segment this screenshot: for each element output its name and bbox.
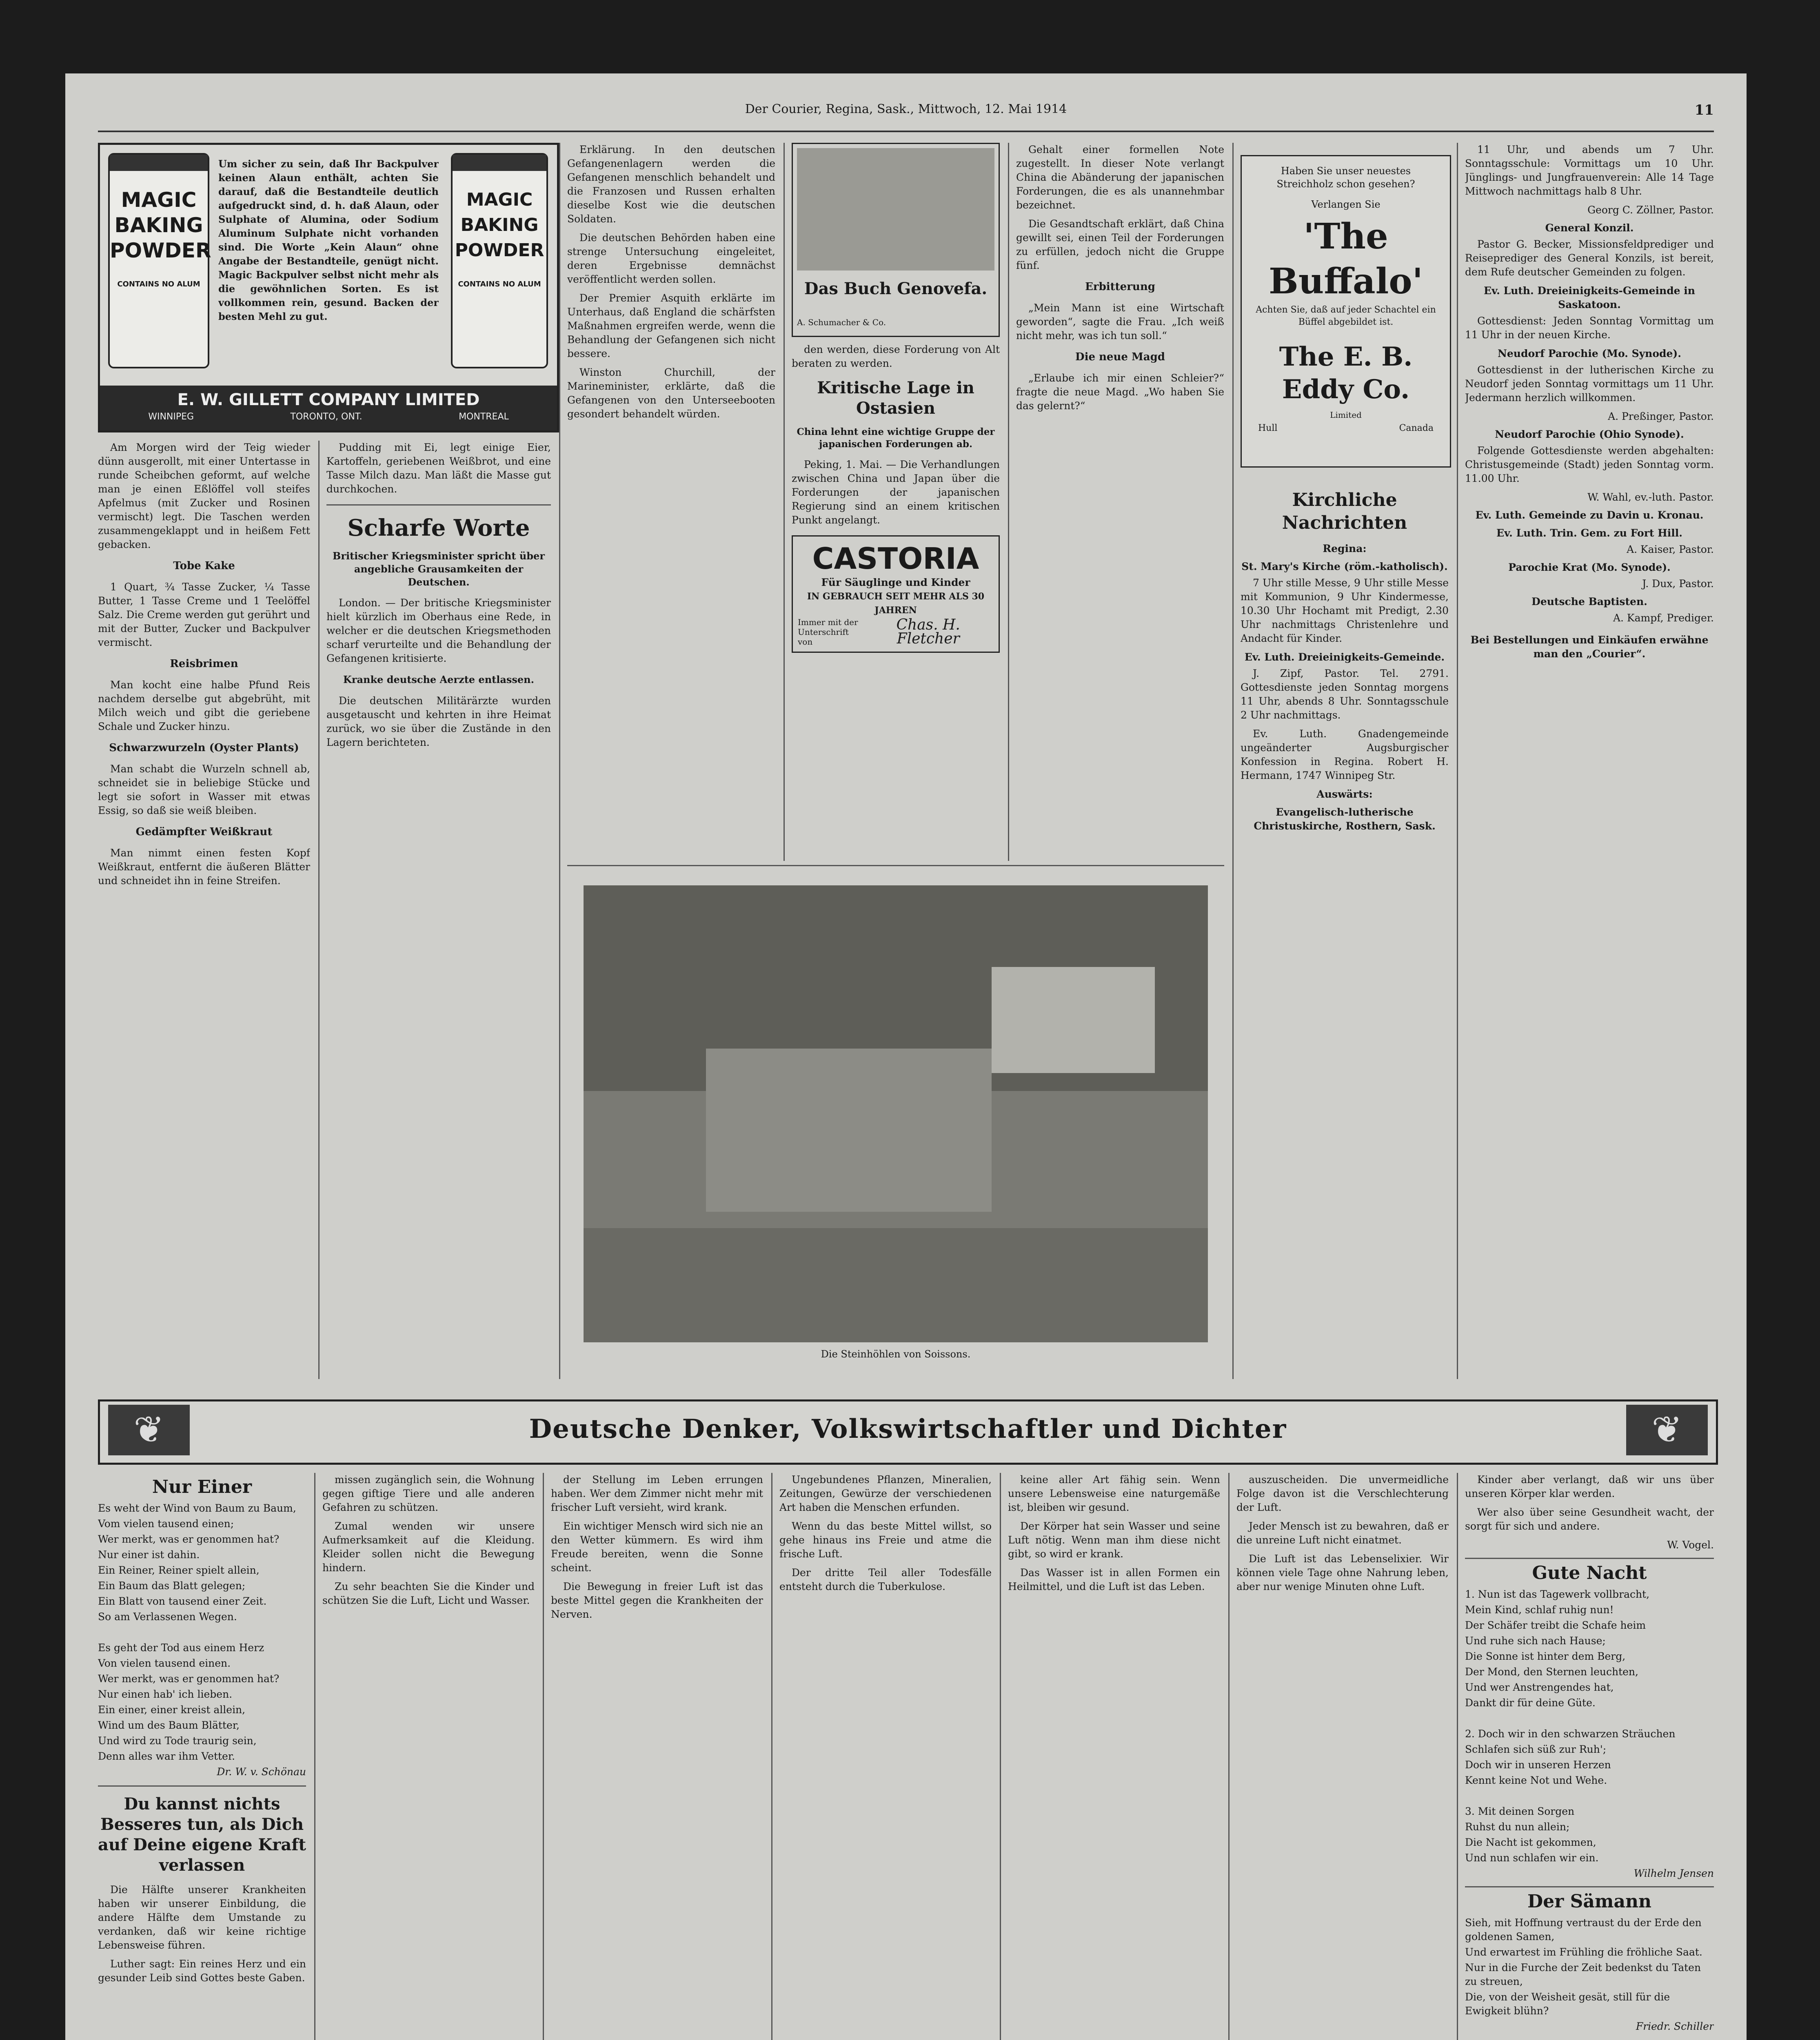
church2-text-1: 11 Uhr, und abends um 7 Uhr. Sonntagsschule: Vormittags um 10 Uhr. Jünglings- und Jungfrauenverein: Alle 14 Tage Mittwoch nachmittags halb 8 Uhr. xyxy=(1465,144,1714,197)
essay-column-4 xyxy=(779,1473,992,2040)
recipe-text-2: Man kocht eine halbe Pfund Reis nachdem derselbe gut abgebrüht, mit Milch weich und gibt die geriebene Schale und Zucker hinzu. xyxy=(98,679,310,732)
column-scharfe-worte xyxy=(326,441,551,1379)
genovefa-title: Das Buch Genovefa. xyxy=(804,279,988,298)
recipe-intro: Am Morgen wird der Teig wieder dünn ausgerollt, mit einer Untertasse in runde Scheibchen geformt, auf welche man je einen Eßlöffel voll steifes Apfelmus (mit Zucker und Rosinen vermischt) legt. Die Taschen werden zusammengeklappt und in heißem Fett gebacken. xyxy=(98,441,310,550)
col2-text-1: Pudding mit Ei, legt einige Eier, Kartoffeln, geriebenen Weißbrot, und eine Tasse Milch dazu. Man läßt die Masse gut durchkochen. xyxy=(326,441,551,495)
church-entry-1: 7 Uhr stille Messe, 9 Uhr stille Messe mit Kommunion, 9 Uhr Kindermesse, 10.30 Uhr Hochamt mit Predigt, 2.30 Uhr nachmittags Christenlehre und Andacht für Kinder. xyxy=(1241,577,1449,644)
church-notices-continued xyxy=(1465,143,1714,1379)
poem-line: Die Nacht ist gekommen, xyxy=(1465,1836,1596,1848)
essay5-text-2: Der Körper hat sein Wasser und seine Luft nötig. Wenn man ihm diese nicht gibt, so wird er krank. xyxy=(1008,1520,1220,1560)
church-notices xyxy=(1241,481,1449,1379)
essay2-text-3: Zu sehr beachten Sie die Kinder und schützen Sie die Luft, Licht und Wasser. xyxy=(322,1581,535,1606)
soissons-photo xyxy=(584,885,1208,1342)
poem-nur-einer-lines xyxy=(98,1501,306,1763)
castoria-ad xyxy=(792,535,1000,653)
church-headline: Kirchliche Nachrichten xyxy=(1282,490,1407,533)
column-japan xyxy=(1016,143,1224,861)
church2-signature-3: W. Wahl, ev.-luth. Pastor. xyxy=(1587,491,1714,503)
church2-text-4: Gottesdienst in der lutherischen Kirche zu Neudorf jeden Sonntag vormittags um 11 Uhr. Jedermann herzlich willkommen. xyxy=(1465,364,1714,404)
church2-text-2: Pastor G. Becker, Missionsfeldprediger und Reiseprediger des General Konzils, ist bereit, dem Rufe deutscher Gemeinden zu folgen. xyxy=(1465,238,1714,278)
baking-powder-can-left xyxy=(108,153,209,368)
church2-text-5: Folgende Gottesdienste werden abgehalten: Christusgemeinde (Stadt) jeden Sonntag vorm. 11.00 Uhr. xyxy=(1465,445,1714,484)
poem-saemann-author: Friedr. Schiller xyxy=(1636,2020,1714,2032)
recipe-heading-2: Reisbrimen xyxy=(170,658,238,670)
church-entry-3: Ev. Luth. Gnadengemeinde ungeänderter Augsburgischer Konfession in Regina. Robert H. Hermann, 1747 Winnipeg Str. xyxy=(1241,728,1449,781)
scharfe-worte-text: London. — Der britische Kriegsminister hielt kürzlich im Oberhaus eine Rede, in welcher er die deutschen Kriegsmethoden scharf verurteilte und die Behandlung der Gefangenen kritisierte. xyxy=(326,597,551,664)
poem-line xyxy=(1465,1712,1714,1725)
poem-line: Dankt dir für deine Güte. xyxy=(1465,1697,1596,1709)
essay4-text-1: Ungebundenes Pflanzen, Mineralien, Zeitungen, Gewürze der verschiedenen Art haben die Menschen erfunden. xyxy=(779,1474,992,1513)
buffalo-line-3: Achten Sie, daß auf jeder Schachtel ein Büffel abgebildet ist. xyxy=(1256,305,1436,327)
church-entry-4-heading: Evangelisch-lutherische Christuskirche, Rosthern, Sask. xyxy=(1254,806,1436,832)
church2-signature-1: Georg C. Zöllner, Pastor. xyxy=(1587,204,1714,216)
church2-heading-3: Neudorf Parochie (Mo. Synode). xyxy=(1498,348,1681,359)
essay3-text-3: Die Bewegung in freier Luft ist das beste Mittel gegen die Krankheiten der Nerven. xyxy=(551,1581,763,1620)
essay-column-6 xyxy=(1236,1473,1449,2040)
page-number: 11 xyxy=(1694,102,1714,118)
poem-line: Ruhst du nun allein; xyxy=(1465,1821,1570,1833)
can-left-line-1: MAGIC xyxy=(121,188,197,212)
col4-text-1: den werden, diese Forderung von Alt beraten zu werden. xyxy=(792,344,1000,369)
ornament-right-icon: ❦ xyxy=(1626,1405,1708,1455)
section-banner xyxy=(98,1399,1718,1465)
essay2-text-2: Zumal wenden wir unsere Aufmerksamkeit auf die Kleidung. Kleider sollen nicht die Bewegung hindern. xyxy=(322,1520,535,1574)
can-right-small: CONTAINS NO ALUM xyxy=(458,280,541,288)
buffalo-brand: 'The Buffalo' xyxy=(1269,216,1423,302)
col2-subheading: Kranke deutsche Aerzte entlassen. xyxy=(343,674,534,685)
column-gefangene xyxy=(567,143,775,861)
church2-signature-6: A. Kampf, Prediger. xyxy=(1613,612,1714,624)
castoria-sub3: Immer mit der Unterschrift von xyxy=(798,617,858,647)
essay6-text-2: Jeder Mensch ist zu bewahren, daß er die unreine Luft nicht einatmet. xyxy=(1236,1520,1449,1546)
poem-gute-nacht-author: Wilhelm Jensen xyxy=(1634,1867,1714,1879)
magic-baking-powder-ad xyxy=(98,143,559,432)
essay-column-5 xyxy=(1008,1473,1220,2040)
magic-ad-company: E. W. GILLETT COMPANY LIMITED xyxy=(177,390,480,409)
recipe-text-3: Man schabt die Wurzeln schnell ab, schneidet sie in beliebige Stücke und legt sie sofort in Wasser mit etwas Essig, so daß sie weiß bleiben. xyxy=(98,763,310,816)
col3-text-1: Erklärung. In den deutschen Gefangenenlagern werden die Gefangenen menschlich behandelt und die Franzosen und Russen erhalten dieselbe Kost wie die deutschen Soldaten. xyxy=(567,144,775,225)
poems-column xyxy=(1465,1473,1714,2040)
poem-line: 3. Mit deinen Sorgen xyxy=(1465,1805,1575,1817)
essay5-text-3: Das Wasser ist in allen Formen ein Heilmittel, und die Luft ist das Leben. xyxy=(1008,1567,1220,1592)
baking-powder-can-right xyxy=(451,153,548,368)
recipe-heading-3: Schwarzwurzeln (Oyster Plants) xyxy=(109,742,299,754)
essay7-text-2: Wer also über seine Gesundheit wacht, der sorgt für sich und andere. xyxy=(1465,1506,1714,1532)
scharfe-worte-subhead: Britischer Kriegsminister spricht über angebliche Grausamkeiten der Deutschen. xyxy=(333,550,545,588)
poem-line: Es geht der Tod aus einem Herz xyxy=(98,1642,264,1654)
ornament-left-icon: ❦ xyxy=(108,1405,190,1455)
col5-text-4: „Erlaube ich mir einen Schleier?“ fragte die neue Magd. „Wo haben Sie das gelernt?“ xyxy=(1016,372,1224,412)
buffalo-hull: Hull xyxy=(1258,423,1278,433)
newspaper-page xyxy=(65,73,1747,2040)
church-auswaerts: Auswärts: xyxy=(1316,788,1373,800)
poem-line: 2. Doch wir in den schwarzen Sträuchen xyxy=(1465,1728,1676,1740)
poem-line: Ein einer, einer kreist allein, xyxy=(98,1704,246,1716)
col5-heading-2: Die neue Magd xyxy=(1075,351,1165,363)
essay3-text-1: der Stellung im Leben errungen haben. Wer dem Zimmer nicht mehr mit frischer Luft versieht, wird krank. xyxy=(551,1474,763,1513)
courier-notice: Bei Bestellungen und Einkäufen erwähne man den „Courier“. xyxy=(1470,634,1709,660)
recipe-heading-4: Gedämpfter Weißkraut xyxy=(135,826,273,838)
poem-gute-nacht-title: Gute Nacht xyxy=(1532,1563,1647,1583)
essay1-text-2: Luther sagt: Ein reines Herz und ein gesunder Leib sind Gottes beste Gaben. xyxy=(98,1958,306,1984)
poem-line: Wind um des Baum Blätter, xyxy=(98,1719,240,1731)
church2-signature-4: A. Kaiser, Pastor. xyxy=(1627,543,1714,555)
church2-heading-1: General Konzil. xyxy=(1545,222,1634,234)
col3-text-3: Der Premier Asquith erklärte im Unterhaus, daß England die schärfsten Maßnahmen ergreifen werde, wenn die Behandlung der Gefangenen sich nicht bessere. xyxy=(567,292,775,359)
buffalo-line-2: Verlangen Sie xyxy=(1311,199,1381,210)
recipe-text-1: 1 Quart, ¾ Tasse Zucker, ¼ Tasse Butter, 1 Tasse Creme und 1 Teelöffel Salz. Die Creme werden gut gerührt und mit der Butter, Zucker und Backpulver vermischt. xyxy=(98,581,310,648)
can-right-line-1: MAGIC xyxy=(466,189,533,210)
poem-line: Es weht der Wind von Baum zu Baum, xyxy=(98,1502,296,1514)
poem-saemann-lines xyxy=(1465,1916,1714,2018)
poem-line xyxy=(98,1625,306,1639)
photo-caption: Die Steinhöhlen von Soissons. xyxy=(821,1348,971,1360)
poem-line: Und ruhe sich nach Hause; xyxy=(1465,1635,1606,1647)
poem-line: Nur einen hab' ich lieben. xyxy=(98,1688,233,1700)
poem-line: Und wer Anstrengendes hat, xyxy=(1465,1681,1614,1693)
col5-text-3: „Mein Mann ist eine Wirtschaft geworden“, sagte die Frau. „Ich weiß nicht mehr, was ich tun soll.“ xyxy=(1016,302,1224,341)
magic-ad-body: Um sicher zu sein, daß Ihr Backpulver keinen Alaun enthält, achten Sie darauf, daß die Bestandteile deutlich aufgedruckt sind, d. h. daß Alaun, oder Sulphate of Alumina, oder Sodium Aluminum Sulphate nicht vorhanden sind. Die Worte „Kein Alaun“ ohne Angabe der Bestandteile, genügt nicht. Magic Backpulver selbst nicht mehr als die gewöhnlichen Sorten. Es ist vollkommen rein, gesund. Backen der besten Mehl zu gut. xyxy=(218,158,439,322)
poem-line: Mein Kind, schlaf ruhig nun! xyxy=(1465,1604,1614,1616)
recipe-text-4: Man nimmt einen festen Kopf Weißkraut, entfernt die äußeren Blätter und schneidet ihn in feine Streifen. xyxy=(98,847,310,887)
poem-nur-einer-column xyxy=(98,1473,306,2040)
church-entry-2-heading: Ev. Luth. Dreieinigkeits-Gemeinde. xyxy=(1244,651,1445,663)
essay6-text-3: Die Luft ist das Lebenselixier. Wir können viele Tage ohne Nahrung leben, aber nur wenige Minuten ohne Luft. xyxy=(1236,1553,1449,1592)
church2-heading-2: Ev. Luth. Dreieinigkeits-Gemeinde in Saskatoon. xyxy=(1484,285,1695,310)
page-header xyxy=(98,102,1714,132)
essay1-text-1: Die Hälfte unserer Krankheiten haben wir unserer Einbildung, die andere Hälfte dem Umstande zu verdanken, daß wir keine richtige Lebensweise führen. xyxy=(98,1884,306,1951)
magic-ad-company-bar xyxy=(100,386,557,430)
church2-heading-4: Neudorf Parochie (Ohio Synode). xyxy=(1495,428,1684,440)
church-city: Regina: xyxy=(1323,543,1367,554)
church2-heading-6: Ev. Luth. Trin. Gem. zu Fort Hill. xyxy=(1496,527,1682,539)
poem-line: Und nun schlafen wir ein. xyxy=(1465,1852,1599,1864)
can-left-line-3: POWDER xyxy=(110,239,211,262)
poem-line: Nur einer ist dahin. xyxy=(98,1549,200,1561)
church2-text-3: Gottesdienst: Jeden Sonntag Vormittag um 11 Uhr in der neuen Kirche. xyxy=(1465,315,1714,341)
can-right-line-3: POWDER xyxy=(455,240,544,261)
column-recipes xyxy=(98,441,310,1379)
poem-line: Wer merkt, was er genommen hat? xyxy=(98,1673,280,1685)
essay5-text-1: keine aller Art fähig sein. Wenn unsere Lebensweise eine naturgemäße ist, bleiben wir gesund. xyxy=(1008,1474,1220,1513)
poem-saemann-title: Der Sämann xyxy=(1527,1891,1651,1912)
col3-text-4: Winston Churchill, der Marineminister, erklärte, daß die Gefangenen von den Unterseebooten gesondert behandelt würden. xyxy=(567,366,775,420)
poem-line: Schlafen sich süß zur Ruh'; xyxy=(1465,1743,1607,1755)
poem-line xyxy=(1465,1789,1714,1803)
ostasien-headline: Kritische Lage in Ostasien xyxy=(817,378,974,418)
poem-line: Doch wir in unseren Herzen xyxy=(1465,1759,1611,1771)
church-entry-1-heading: St. Mary's Kirche (röm.-katholisch). xyxy=(1241,561,1448,572)
ostasien-subhead: China lehnt eine wichtige Gruppe der japanischen Forderungen ab. xyxy=(797,426,995,450)
poem-line: Der Schäfer treibt die Schafe heim xyxy=(1465,1619,1646,1631)
buffalo-line-1: Haben Sie unser neuestes Streichholz schon gesehen? xyxy=(1276,165,1415,190)
poem-gute-nacht-lines xyxy=(1465,1588,1714,1865)
church2-signature-5: J. Dux, Pastor. xyxy=(1642,578,1714,590)
poem-line: Die Sonne ist hinter dem Berg, xyxy=(1465,1650,1626,1662)
poem-line: So am Verlassenen Wegen. xyxy=(98,1611,237,1623)
genovefa-illustration xyxy=(797,148,994,271)
poem-line: Wer merkt, was er genommen hat? xyxy=(98,1533,280,1545)
genovefa-ad xyxy=(792,143,1000,337)
can-left-small: CONTAINS NO ALUM xyxy=(117,280,200,288)
essay2-text-1: missen zugänglich sein, die Wohnung gegen giftige Tiere und alle anderen Gefahren zu schützen. xyxy=(322,1474,535,1513)
col5-text-1: Gehalt einer formellen Note zugestellt. In dieser Note verlangt China die Abänderung der japanischen Forderungen, die es als unannehmbar bezeichnet. xyxy=(1016,144,1224,211)
essay3-text-2: Ein wichtiger Mensch wird sich nie an den Wetter kümmern. Es wird ihm Freude bereiten, wenn die Sonne scheint. xyxy=(551,1520,763,1574)
col3-text-2: Die deutschen Behörden haben eine strenge Untersuchung eingeleitet, deren Ergebnisse demnächst veröffentlicht werden sollen. xyxy=(567,232,775,285)
col2-text-3: Die deutschen Militärärzte wurden ausgetauscht und kehrten in ihre Heimat zurück, wo sie über die Zustände in den Lagern berichteten. xyxy=(326,695,551,748)
essay4-text-2: Wenn du das beste Mittel willst, so gehe hinaus ins Freie und atme die frische Luft. xyxy=(779,1520,992,1560)
poem-line: Die, von der Weisheit gesät, still für die Ewigkeit blühn? xyxy=(1465,1991,1670,2017)
poem-line: 1. Nun ist das Tagewerk vollbracht, xyxy=(1465,1588,1650,1600)
essay-column-2 xyxy=(322,1473,535,2040)
poem-line: Ein Reiner, Reiner spielt allein, xyxy=(98,1564,260,1576)
church-entry-2: J. Zipf, Pastor. Tel. 2791. Gottesdienste jeden Sonntag morgens 11 Uhr, abends 8 Uhr. Sonntagsschule 2 Uhr nachmittags. xyxy=(1241,667,1449,721)
poem-line: Ein Blatt von tausend einer Zeit. xyxy=(98,1595,267,1607)
essay6-text-1: auszuscheiden. Die unvermeidliche Folge davon ist die Verschlechterung der Luft. xyxy=(1236,1474,1449,1513)
scharfe-worte-headline: Scharfe Worte xyxy=(347,514,530,541)
poem-line: Und wird zu Tode traurig sein, xyxy=(98,1735,257,1747)
poem-line: Von vielen tausend einen. xyxy=(98,1657,231,1669)
essay-column-3 xyxy=(551,1473,763,2040)
church2-heading-7: Parochie Krat (Mo. Synode). xyxy=(1508,561,1671,573)
buffalo-matches-ad xyxy=(1241,155,1451,468)
poem-nur-einer-title: Nur Einer xyxy=(152,1477,252,1497)
poem-line: Nur in die Furche der Zeit bedenkst du Taten zu streuen, xyxy=(1465,1962,1701,1987)
poem-line: Ein Baum das Blatt gelegen; xyxy=(98,1580,246,1592)
buffalo-canada: Canada xyxy=(1399,423,1434,433)
genovefa-publisher: A. Schumacher & Co. xyxy=(797,317,886,327)
ostasien-text: Peking, 1. Mai. — Die Verhandlungen zwischen China und Japan über die Forderungen der japanischen Regierung sind an einem kritischen Punkt angelangt. xyxy=(792,459,1000,526)
buffalo-limited: Limited xyxy=(1330,410,1362,420)
poem-nur-einer-author: Dr. W. v. Schönau xyxy=(217,1766,306,1778)
castoria-sub2: IN GEBRAUCH SEIT MEHR ALS 30 JAHREN xyxy=(807,591,985,616)
magic-ad-city-2: TORONTO, ONT. xyxy=(290,412,362,422)
poem-line: Vom vielen tausend einen; xyxy=(98,1518,234,1530)
poem-line: Der Mond, den Sternen leuchten, xyxy=(1465,1666,1638,1678)
buffalo-company: The E. B. Eddy Co. xyxy=(1279,341,1413,405)
column-ostasien xyxy=(792,143,1000,861)
poem-line: Kennt keine Not und Wehe. xyxy=(1465,1774,1607,1786)
can-left-line-2: BAKING xyxy=(114,213,203,237)
page-header-title: Der Courier, Regina, Sask., Mittwoch, 12. Mai 1914 xyxy=(745,102,1067,116)
essay7-text-1: Kinder aber verlangt, daß wir uns über unseren Körper klar werden. xyxy=(1465,1474,1714,1499)
can-right-line-2: BAKING xyxy=(460,215,539,235)
castoria-signature: Chas. H. Fletcher xyxy=(896,616,960,647)
castoria-sub: Für Säuglinge und Kinder xyxy=(821,577,970,588)
essay4-text-3: Der dritte Teil aller Todesfälle entsteht durch die Tuberkulose. xyxy=(779,1567,992,1592)
poem-line: Und erwartest im Frühling die fröhliche Saat. xyxy=(1465,1946,1702,1958)
magic-ad-city-3: MONTREAL xyxy=(459,412,509,422)
church2-heading-8: Deutsche Baptisten. xyxy=(1531,596,1647,608)
magic-ad-city-1: WINNIPEG xyxy=(148,412,194,422)
poem-line: Denn alles war ihm Vetter. xyxy=(98,1750,235,1762)
col5-text-2: Die Gesandtschaft erklärt, daß China gewillt sei, einen Teil der Forderungen zu erfüllen, jedoch nicht die Gruppe fünf. xyxy=(1016,218,1224,271)
section-banner-title: Deutsche Denker, Volkswirtschaftler und Dichter xyxy=(529,1414,1287,1444)
church2-heading-5: Ev. Luth. Gemeinde zu Davin u. Kronau. xyxy=(1475,509,1704,521)
poem-line: Sieh, mit Hoffnung vertraust du der Erde den goldenen Samen, xyxy=(1465,1917,1702,1942)
church2-signature-2: A. Preßinger, Pastor. xyxy=(1608,410,1714,422)
castoria-title: CASTORIA xyxy=(812,541,979,576)
essay-headline: Du kannst nichts Besseres tun, als Dich auf Deine eigene Kraft verlassen xyxy=(98,1794,306,1875)
recipe-heading-1: Tobe Kake xyxy=(173,560,235,572)
essay7-signature: W. Vogel. xyxy=(1667,1539,1714,1551)
col5-heading-1: Erbitterung xyxy=(1085,281,1155,293)
